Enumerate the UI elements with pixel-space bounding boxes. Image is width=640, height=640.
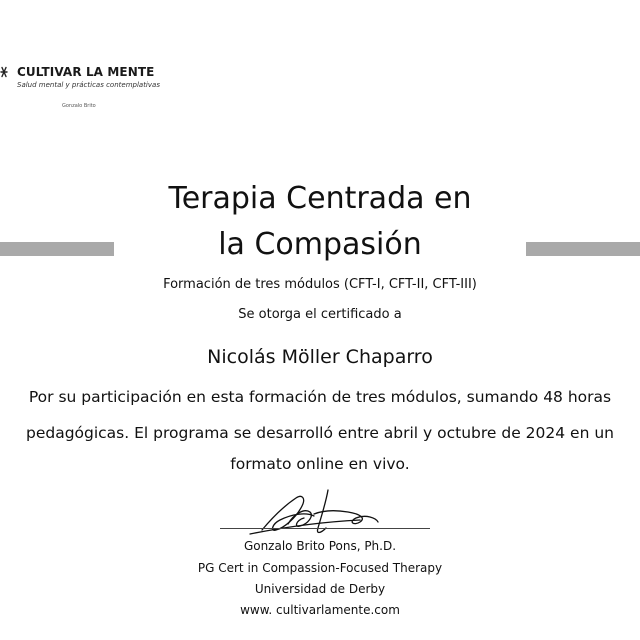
certificate-subtitle: Formación de tres módulos (CFT-I, CFT-II, CFT-III) (163, 277, 477, 292)
certificate-body-line3: formato online en vivo. (230, 455, 410, 473)
certificate-title-line1: Terapia Centrada en (168, 181, 472, 216)
certificate-body-line1: Por su participación en esta formación de tres módulos, sumando 48 horas (28, 388, 612, 406)
signatory-credential: PG Cert in Compassion-Focused Therapy (197, 561, 443, 575)
handwritten-signature (210, 484, 430, 544)
signature-line (220, 528, 430, 529)
recipient-name: Nicolás Möller Chaparro (207, 346, 433, 368)
signatory-name: Gonzalo Brito Pons, Ph.D. (243, 539, 397, 553)
decorative-bar-right (526, 242, 640, 256)
logo-brand: CULTIVAR LA MENTE (17, 65, 155, 79)
certificate-title-line2: la Compasión (218, 227, 422, 262)
certificate-body-line2: pedagógicas. El programa se desarrolló entre abril y octubre de 2024 en un (25, 424, 614, 442)
website-link[interactable]: www. cultivarlamente.com (240, 603, 400, 617)
awarded-text: Se otorga el certificado a (238, 307, 402, 322)
decorative-bar-left (0, 242, 114, 256)
logo-author: Gonzalo Brito (62, 103, 96, 109)
starburst-icon (0, 66, 8, 78)
signatory-university: Universidad de Derby (254, 582, 386, 596)
logo-tagline: Salud mental y prácticas contemplativas (17, 81, 160, 89)
